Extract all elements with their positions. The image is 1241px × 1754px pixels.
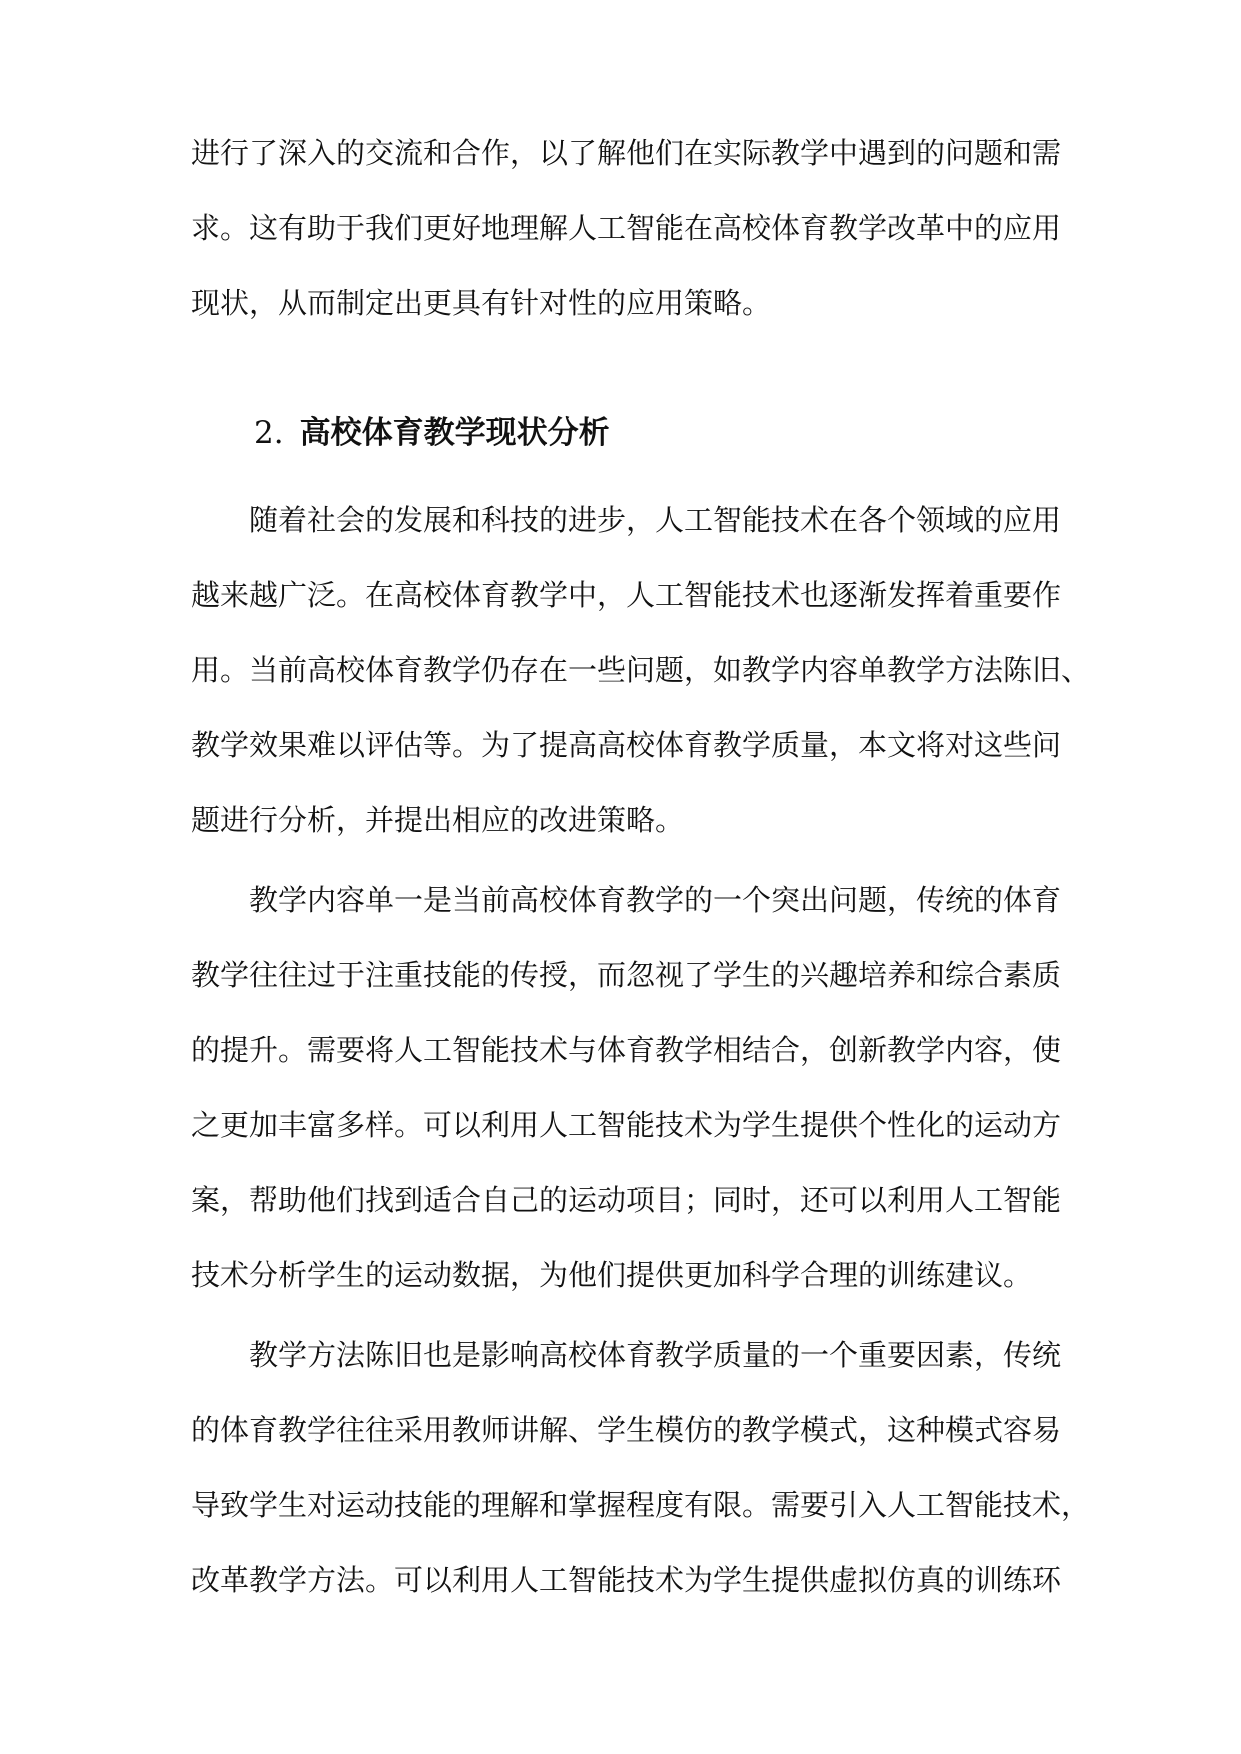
paragraph-line: 教学往往过于注重技能的传授，而忽视了学生的兴趣培养和综合素质 <box>191 958 1062 992</box>
paragraph-line: 进行了深入的交流和合作，以了解他们在实际教学中遇到的问题和需 <box>191 136 1062 170</box>
paragraph-line: 教学方法陈旧也是影响高校体育教学质量的一个重要因素，传统 <box>249 1338 1062 1372</box>
paragraph-line: 导致学生对运动技能的理解和掌握程度有限。需要引入人工智能技术， <box>191 1488 1091 1522</box>
paragraph-line: 技术分析学生的运动数据，为他们提供更加科学合理的训练建议。 <box>191 1258 1033 1292</box>
paragraph-line: 题进行分析，并提出相应的改进策略。 <box>191 803 685 837</box>
paragraph-line: 随着社会的发展和科技的进步，人工智能技术在各个领域的应用 <box>249 503 1062 537</box>
paragraph-line: 之更加丰富多样。可以利用人工智能技术为学生提供个性化的运动方 <box>191 1108 1062 1142</box>
section-heading <box>254 411 610 455</box>
paragraph-line: 案，帮助他们找到适合自己的运动项目；同时，还可以利用人工智能 <box>191 1183 1062 1217</box>
paragraph-line: 教学内容单一是当前高校体育教学的一个突出问题，传统的体育 <box>249 883 1062 917</box>
section-title: 高校体育教学现状分析 <box>299 415 610 451</box>
paragraph-line: 改革教学方法。可以利用人工智能技术为学生提供虚拟仿真的训练环 <box>191 1563 1062 1597</box>
paragraph-line: 用。当前高校体育教学仍存在一些问题，如教学内容单教学方法陈旧、 <box>191 653 1091 687</box>
paragraph-line: 越来越广泛。在高校体育教学中，人工智能技术也逐渐发挥着重要作 <box>191 578 1062 612</box>
paragraph-line: 教学效果难以评估等。为了提高高校体育教学质量，本文将对这些问 <box>191 728 1062 762</box>
paragraph-line: 的提升。需要将人工智能技术与体育教学相结合，创新教学内容，使 <box>191 1033 1062 1067</box>
paragraph-line: 的体育教学往往采用教师讲解、学生模仿的教学模式，这种模式容易 <box>191 1413 1062 1447</box>
paragraph-line: 现状，从而制定出更具有针对性的应用策略。 <box>191 286 772 320</box>
paragraph-line: 求。这有助于我们更好地理解人工智能在高校体育教学改革中的应用 <box>191 211 1062 245</box>
section-number: 2. <box>254 415 284 451</box>
